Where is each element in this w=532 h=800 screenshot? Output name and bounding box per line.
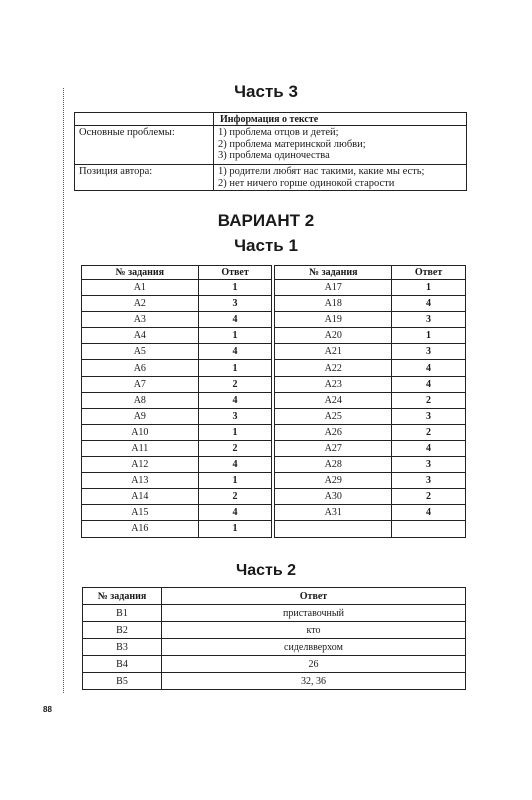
answer-cell: 1 [392, 328, 466, 344]
answer-cell: 4 [392, 505, 466, 521]
answer-cell: 4 [198, 505, 272, 521]
answer-cell: 3 [392, 312, 466, 328]
table-row [82, 521, 466, 537]
part1-title: Часть 1 [234, 236, 298, 255]
answer-cell: 4 [198, 457, 272, 473]
answer-cell: 1 [198, 521, 272, 537]
task-cell: В1 [83, 605, 162, 622]
task-cell: А29 [275, 473, 392, 489]
page-number: 88 [43, 705, 52, 714]
info-line: 3) проблема одиночества [218, 150, 330, 161]
answer-header: Ответ [198, 266, 272, 280]
task-cell: А8 [82, 392, 199, 408]
info-header-blank [75, 113, 214, 126]
table-row [83, 656, 466, 673]
answer-cell: 2 [392, 392, 466, 408]
answer-cell: 1 [198, 473, 272, 489]
answer-cell: 2 [198, 376, 272, 392]
answer-cell: 2 [198, 440, 272, 456]
answer-cell: 4 [198, 344, 272, 360]
answers-header-row [82, 266, 466, 280]
table-row [82, 408, 466, 424]
task-cell: В5 [83, 673, 162, 690]
part2-title: Часть 2 [235, 562, 297, 579]
answer-cell: 3 [392, 408, 466, 424]
task-cell [275, 521, 392, 537]
task-cell: А2 [82, 296, 199, 312]
table-row [82, 457, 466, 473]
task-cell: А22 [275, 360, 392, 376]
task-cell: А19 [275, 312, 392, 328]
table-row [82, 376, 466, 392]
table-row [82, 296, 466, 312]
task-cell: В3 [83, 639, 162, 656]
text-info-table [74, 112, 467, 191]
task-cell: А13 [82, 473, 199, 489]
info-line: 2) нет ничего горше одинокой старости [218, 177, 395, 189]
task-cell: А1 [82, 280, 199, 296]
answer-cell: 2 [392, 489, 466, 505]
table-row [82, 280, 466, 296]
table-row [83, 605, 466, 622]
answer-cell: 3 [392, 344, 466, 360]
info-line: 2) проблема материнской любви; [218, 138, 366, 150]
info-row-problems [75, 126, 467, 165]
part1-answers-table [81, 265, 466, 538]
task-cell: В2 [83, 622, 162, 639]
task-cell: А18 [275, 296, 392, 312]
answer-cell: 4 [392, 376, 466, 392]
answer-cell: 4 [198, 392, 272, 408]
table-row [82, 360, 466, 376]
table-row [82, 392, 466, 408]
answer-cell: 4 [198, 312, 272, 328]
table-row [82, 424, 466, 440]
info-header: Информация о тексте [214, 113, 467, 126]
answer-cell: 2 [198, 489, 272, 505]
task-cell: А21 [275, 344, 392, 360]
info-label: Основные проблемы: [75, 126, 214, 165]
info-label: Позиция автора: [75, 165, 214, 191]
task-cell: А26 [275, 424, 392, 440]
task-cell: А27 [275, 440, 392, 456]
answer-cell: кто [162, 622, 466, 639]
answer-cell: 4 [392, 296, 466, 312]
task-cell: А20 [275, 328, 392, 344]
task-cell: А5 [82, 344, 199, 360]
task-cell: А7 [82, 376, 199, 392]
answer-cell: 1 [392, 280, 466, 296]
answer-cell: 2 [392, 424, 466, 440]
answer-cell: 3 [392, 457, 466, 473]
info-row-position [75, 165, 467, 191]
answer-cell: 1 [198, 424, 272, 440]
answer-header: Ответ [162, 588, 466, 605]
task-cell: А14 [82, 489, 199, 505]
task-cell: А6 [82, 360, 199, 376]
task-header: № задания [82, 266, 199, 280]
info-value [214, 126, 467, 165]
task-cell: А15 [82, 505, 199, 521]
table-row [83, 622, 466, 639]
answer-cell: 1 [198, 360, 272, 376]
table-row [82, 328, 466, 344]
task-cell: А12 [82, 457, 199, 473]
task-cell: А16 [82, 521, 199, 537]
answer-cell: 4 [392, 360, 466, 376]
info-header-row [75, 113, 467, 126]
task-cell: А3 [82, 312, 199, 328]
table-row [82, 344, 466, 360]
info-value [214, 165, 467, 191]
task-cell: В4 [83, 656, 162, 673]
answer-cell [392, 521, 466, 537]
info-line: 1) родители любят нас такими, какие мы есть; [218, 166, 425, 177]
answer-cell: приставочный [162, 605, 466, 622]
task-cell: А24 [275, 392, 392, 408]
answer-cell: сиделвверхом [162, 639, 466, 656]
task-cell: А31 [275, 505, 392, 521]
variant-title: ВАРИАНТ 2 [217, 211, 315, 230]
fold-line [63, 88, 64, 693]
table-row [83, 673, 466, 690]
task-cell: А11 [82, 440, 199, 456]
task-cell: А9 [82, 408, 199, 424]
answer-cell: 4 [392, 440, 466, 456]
table-row [82, 505, 466, 521]
table-row [82, 312, 466, 328]
answer-cell: 3 [392, 473, 466, 489]
task-cell: А4 [82, 328, 199, 344]
answer-cell: 1 [198, 280, 272, 296]
task-cell: А25 [275, 408, 392, 424]
task-cell: А10 [82, 424, 199, 440]
task-cell: А23 [275, 376, 392, 392]
task-cell: А17 [275, 280, 392, 296]
task-header: № задания [275, 266, 392, 280]
info-line: 1) проблема отцов и детей; [218, 127, 339, 138]
part2-header-row [83, 588, 466, 605]
answer-cell: 1 [198, 328, 272, 344]
answer-cell: 3 [198, 408, 272, 424]
table-row [83, 639, 466, 656]
table-row [82, 440, 466, 456]
task-cell: А30 [275, 489, 392, 505]
table-row [82, 489, 466, 505]
task-cell: А28 [275, 457, 392, 473]
answer-cell: 32, 36 [162, 673, 466, 690]
task-header: № задания [83, 588, 162, 605]
part3-title: Часть 3 [234, 82, 298, 101]
table-row [82, 473, 466, 489]
answer-cell: 3 [198, 296, 272, 312]
answer-header: Ответ [392, 266, 466, 280]
answer-cell: 26 [162, 656, 466, 673]
part2-answers-table [82, 587, 466, 690]
